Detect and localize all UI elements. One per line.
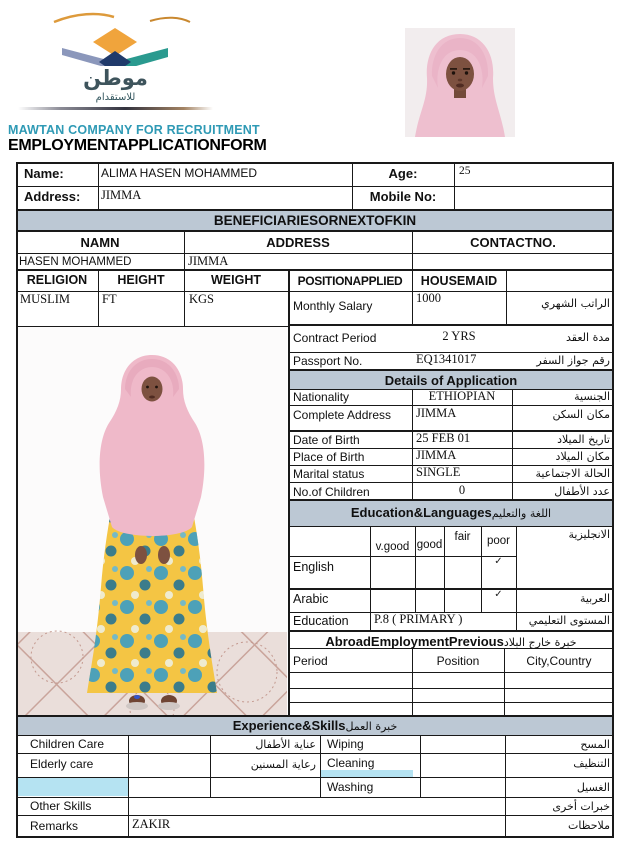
education-level-label: Education bbox=[293, 614, 349, 628]
height-header: HEIGHT bbox=[117, 273, 165, 287]
skill-right-label: Cleaning bbox=[327, 756, 375, 770]
detail-row-arabic: مكان السكن bbox=[552, 408, 610, 421]
abroad-section-title-en: AbroadEmploymentPrevious bbox=[325, 634, 504, 649]
logo-brand-arabic: موطن bbox=[83, 66, 148, 90]
abroad-section-title bbox=[288, 634, 614, 650]
kin-name-value: HASEN MOHAMMED bbox=[19, 256, 132, 268]
other-skills-arabic: خبرات أخرى bbox=[552, 800, 610, 813]
remarks-label: Remarks bbox=[30, 819, 79, 833]
kin-col-contact: CONTACTNO. bbox=[470, 235, 556, 250]
abroad-col-city: City,Country bbox=[526, 654, 592, 668]
rating-header-good: good bbox=[416, 539, 443, 551]
other-skills-label: Other Skills bbox=[30, 799, 92, 813]
abroad-section-title-ar: خبرة خارج البلاد bbox=[503, 636, 577, 649]
detail-row-label: Nationality bbox=[293, 390, 350, 404]
english-arabic-label: الانجليزية bbox=[568, 528, 610, 541]
remarks-arabic: ملاحظات bbox=[568, 819, 610, 832]
contract-period-label: Contract Period bbox=[293, 331, 377, 345]
detail-row-label: Marital status bbox=[293, 467, 365, 481]
contract-period-arabic: مدة العقد bbox=[566, 331, 610, 344]
rating-header-vgood: v.good bbox=[375, 541, 410, 553]
education-section-title-en: Education&Languages bbox=[350, 505, 492, 520]
skill-left-arabic: عناية الأطفال bbox=[255, 738, 316, 751]
name-value: ALIMA HASEN MOHAMMED bbox=[101, 166, 258, 180]
education-section-title bbox=[288, 505, 614, 521]
name-label: Name: bbox=[24, 166, 64, 181]
experience-section-title-ar: خبرة العمل bbox=[345, 720, 398, 733]
weight-header: WEIGHT bbox=[211, 273, 261, 287]
remarks-value: ZAKIR bbox=[132, 817, 171, 831]
arabic-label: Arabic bbox=[293, 592, 329, 606]
detail-row-arabic: تاريخ الميلاد bbox=[557, 433, 610, 446]
skill-right-arabic: المسح bbox=[580, 738, 610, 751]
logo-brand-sub-arabic: للاستقدام bbox=[95, 92, 136, 103]
english-label: English bbox=[293, 560, 334, 574]
company-name: MAWTAN COMPANY FOR RECRUITMENT bbox=[8, 123, 260, 137]
age-label: Age: bbox=[388, 166, 418, 181]
arabic-arabic-label: العربية bbox=[579, 592, 610, 605]
detail-row-value: JIMMA bbox=[416, 406, 457, 420]
arabic-poor-checkmark: ✓ bbox=[494, 589, 503, 600]
kin-address-value: JIMMA bbox=[188, 254, 229, 268]
religion-value: MUSLIM bbox=[20, 292, 71, 306]
passport-no-arabic: رقم جواز السفر bbox=[536, 354, 610, 367]
detail-row-label: No.of Children bbox=[293, 485, 370, 499]
kin-col-address: ADDRESS bbox=[266, 235, 330, 250]
english-poor-checkmark: ✓ bbox=[494, 556, 503, 567]
housemaid-value: HOUSEMAID bbox=[420, 274, 498, 288]
experience-section-title bbox=[16, 718, 614, 734]
education-level-arabic: المستوى التعليمي bbox=[528, 614, 610, 627]
experience-section-title-en: Experience&Skills bbox=[232, 718, 346, 733]
address-value: JIMMA bbox=[101, 188, 142, 202]
detail-row-label: Place of Birth bbox=[293, 450, 365, 464]
age-value: 25 bbox=[459, 165, 471, 177]
detail-row-value: 25 FEB 01 bbox=[416, 431, 471, 445]
abroad-col-period: Period bbox=[293, 654, 328, 668]
detail-row-value: SINGLE bbox=[416, 465, 461, 479]
skill-right-label: Washing bbox=[327, 780, 374, 794]
education-level-value: P.8 ( PRIMARY ) bbox=[374, 612, 463, 626]
monthly-salary-value: 1000 bbox=[416, 291, 441, 305]
weight-value: KGS bbox=[189, 292, 215, 306]
detail-row-arabic: الحالة الاجتماعية bbox=[535, 467, 610, 480]
monthly-salary-label: Monthly Salary bbox=[293, 299, 373, 313]
religion-header: RELIGION bbox=[26, 273, 88, 287]
detail-row-value: ETHIOPIAN bbox=[428, 389, 496, 403]
passport-no-value: EQ1341017 bbox=[416, 352, 477, 366]
skill-left-label: Elderly care bbox=[30, 757, 94, 771]
skill-right-label: Wiping bbox=[327, 737, 364, 751]
abroad-col-position: Position bbox=[436, 654, 480, 668]
education-section-title-ar: اللغة والتعليم bbox=[491, 507, 552, 520]
mobile-label: Mobile No: bbox=[369, 189, 437, 204]
detail-row-arabic: الجنسية bbox=[574, 390, 610, 403]
passport-no-label: Passport No. bbox=[293, 354, 363, 368]
contract-period-value: 2 YRS bbox=[442, 329, 476, 343]
detail-row-label: Date of Birth bbox=[293, 433, 360, 447]
detail-row-value: 0 bbox=[458, 483, 466, 497]
detail-row-arabic: مكان الميلاد bbox=[555, 450, 610, 463]
kin-col-namn: NAMN bbox=[80, 235, 120, 250]
skill-left-label: Children Care bbox=[30, 737, 105, 751]
detail-row-label: Complete Address bbox=[293, 408, 392, 422]
kin-section-title: BENEFICIARIESORNEXTOFKIN bbox=[213, 213, 417, 228]
detail-row-arabic: عدد الأطفال bbox=[554, 485, 610, 498]
address-label: Address: bbox=[24, 189, 81, 204]
rating-header-fair: fair bbox=[454, 531, 471, 543]
details-section-title: Details of Application bbox=[384, 373, 518, 388]
detail-row-value: JIMMA bbox=[416, 448, 457, 462]
skill-right-arabic: التنظيف bbox=[573, 757, 610, 770]
monthly-salary-arabic: الراتب الشهري bbox=[541, 297, 610, 310]
skill-left-arabic: رعاية المسنين bbox=[250, 758, 316, 771]
form-title: EMPLOYMENTAPPLICATIONFORM bbox=[8, 137, 267, 154]
position-applied-header: POSITIONAPPLIED bbox=[297, 274, 403, 288]
skill-right-arabic: الغسيل bbox=[576, 781, 610, 794]
rating-header-poor: poor bbox=[486, 535, 511, 547]
height-value: FT bbox=[102, 292, 117, 306]
